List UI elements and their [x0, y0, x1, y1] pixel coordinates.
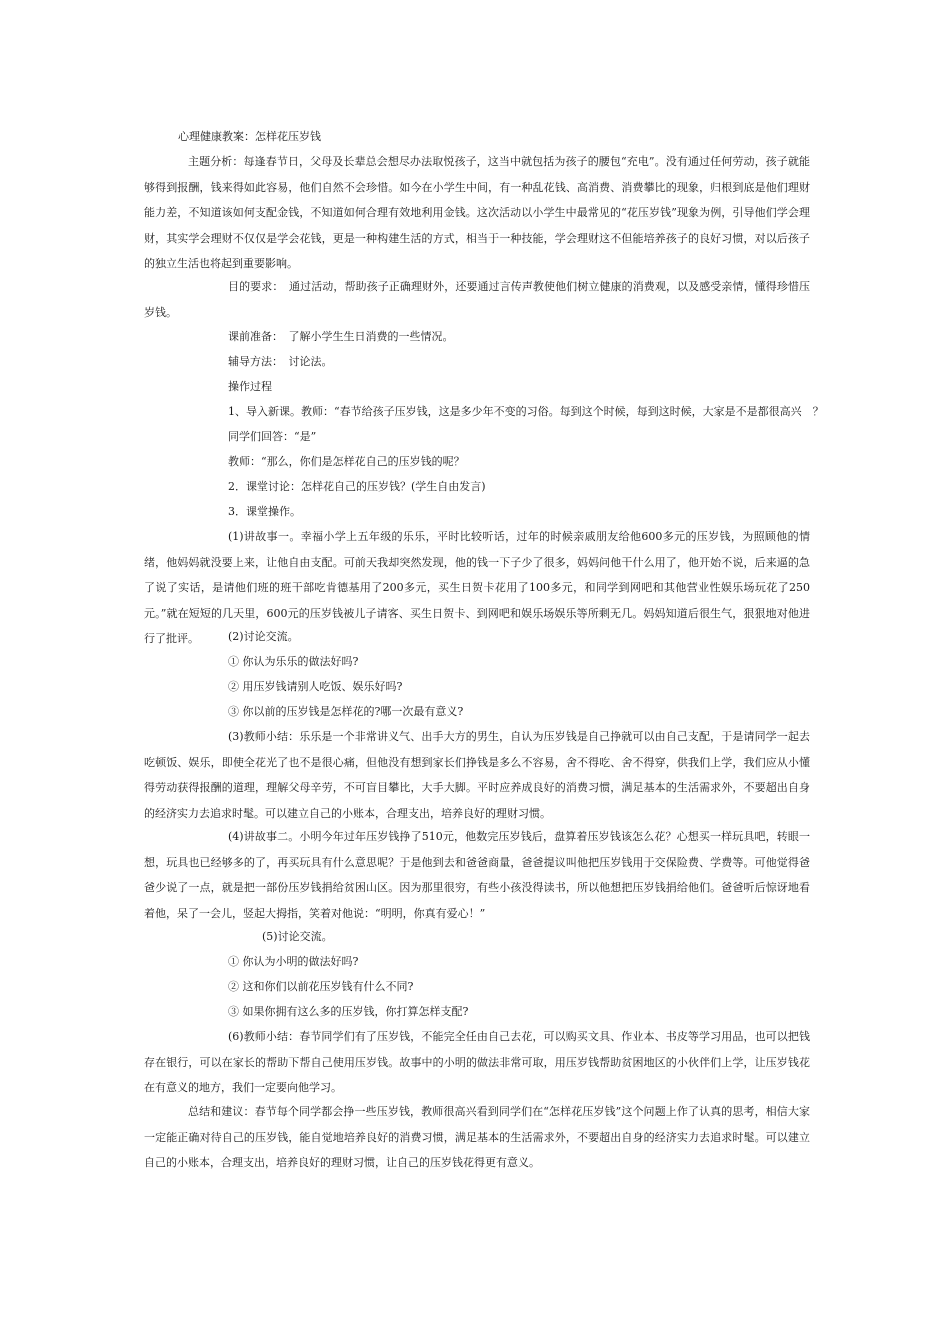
- theme-analysis-paragraph: 主题分析：每逢春节日，父母及长辈总会想尽办法取悦孩子，这当中就包括为孩子的腰包“充电”。没有通过任何劳动，孩子就能够得到报酬，钱来得如此容易，他们自然不会珍惜。如今在小学生中间，有一种乱花钱、高消费、消费攀比的现象，归根到底是他们理财能力差，不知道该如何支配金钱，不知道如何合理有效地利用金钱。这次活动以小学生中最常见的“花压岁钱”现象为例，引导他们学会理财，其实学会理财不仅仅是学会花钱，更是一种构建生活的方式，相当于一种技能，学会理财这不但能培养孩子的良好习惯，对以后孩子的独立生活也将起到重要影响。: [144, 155, 810, 270]
- process-heading: 操作过程: [228, 380, 272, 393]
- document-title: 心理健康教案：怎样花压岁钱: [178, 130, 321, 143]
- question-6-line: ③ 如果你拥有这么多的压岁钱，你打算怎样支配?: [228, 1005, 469, 1018]
- discussion-2-heading: (2)讨论交流。: [228, 630, 299, 643]
- teacher-question-line: 教师：“那么，你们是怎样花自己的压岁钱的呢？: [228, 455, 465, 468]
- question-1-line: ① 你认为乐乐的做法好吗?: [228, 655, 359, 668]
- goal-paragraph: 目的要求： 通过活动，帮助孩子正确理财外，还要通过言传声教使他们树立健康的消费观，以及感受亲情，懂得珍惜压岁钱。: [144, 280, 810, 319]
- prep-line: 课前准备： 了解小学生生日消费的一些情况。: [228, 330, 454, 343]
- step-3-line: 3．课堂操作。: [228, 505, 301, 518]
- story-1-paragraph: (1)讲故事一。幸福小学上五年级的乐乐，平时比较听话，过年的时候亲戚朋友给他600多元的压岁钱，为照顾他的情绪，他妈妈就没要上来，让他自由支配。可前天我却突然发现，他的钱一下子少了很多，妈妈问他干什么用了，他开始不说，后来逼的急了说了实话，是请他们班的班干部吃肯德基用了200多元，买生日贺卡花用了100多元，和同学到网吧和其他营业性娱乐场玩花了250元。”就在短短的几天里，600元的压岁钱被儿子请客、买生日贺卡、到网吧和娱乐场娱乐等所剩无几。妈妈知道后很生气，狠狠地对他进行了批评。: [144, 530, 810, 645]
- summary-6-paragraph: (6)教师小结：春节同学们有了压岁钱，不能完全任由自己去花，可以购买文具、作业本、书皮等学习用品，也可以把钱存在银行，可以在家长的帮助下帮自己使用压岁钱。故事中的小明的做法非常可取，用压岁钱帮助贫困地区的小伙伴们上学，让压岁钱花在有意义的地方，我们一定要向他学习。: [144, 1030, 810, 1094]
- question-2-line: ② 用压岁钱请别人吃饭、娱乐好吗?: [228, 680, 403, 693]
- summary-3-paragraph: (3)教师小结：乐乐是一个非常讲义气、出手大方的男生，自认为压岁钱是自己挣就可以由自己支配，于是请同学一起去吃顿饭、娱乐，即使全花光了也不是很心痛，但他没有想到家长们挣钱是多么不容易，舍不得吃、舍不得穿，供我们上学，我们应从小懂得劳动获得报酬的道理，理解父母辛劳，不可盲目攀比，大手大脚。平时应养成良好的消费习惯，满足基本的生活需求外，不要超出自身的经济实力去追求时髦。可以建立自己的小账本，合理支出，培养良好的理财习惯。: [144, 730, 810, 820]
- question-3-line: ③ 你以前的压岁钱是怎样花的?哪一次最有意义?: [228, 705, 464, 718]
- discussion-5-heading: (5)讨论交流。: [262, 930, 333, 943]
- story-2-paragraph: (4)讲故事二。小明今年过年压岁钱挣了510元，他数完压岁钱后，盘算着压岁钱该怎么花？心想买一样玩具吧，转眼一想，玩具也已经够多的了，再买玩具有什么意思呢？于是他到去和爸爸商量，爸爸提议叫他把压岁钱用于交保险费、学费等。可他觉得爸爸少说了一点，就是把一部份压岁钱捐给贫困山区。因为那里很穷，有些小孩没得读书，所以他想把压岁钱捐给他们。爸爸听后惊讶地看着他，呆了一会儿，竖起大拇指，笑着对他说：“明明，你真有爱心！”: [144, 830, 810, 920]
- conclusion-paragraph: 总结和建议：春节每个同学都会挣一些压岁钱，教师很高兴看到同学们在“怎样花压岁钱”这个问题上作了认真的思考，相信大家一定能正确对待自己的压岁钱，能自觉地培养良好的消费习惯，满足基本的生活需求外，不要超出自身的经济实力去追求时髦。可以建立自己的小账本，合理支出，培养良好的理财习惯，让自己的压岁钱花得更有意义。: [144, 1105, 810, 1169]
- students-answer-line: 同学们回答：“是”: [228, 430, 317, 443]
- question-4-line: ① 你认为小明的做法好吗?: [228, 955, 359, 968]
- step-2-line: 2．课堂讨论：怎样花自己的压岁钱？(学生自由发言): [228, 480, 486, 493]
- step-1-line: 1、导入新课。教师：“春节给孩子压岁钱，这是多少年不变的习俗。每到这个时候，每到这时候，大家是不是都很高兴 ？: [228, 405, 824, 418]
- method-line: 辅导方法： 讨论法。: [228, 355, 333, 368]
- question-5-line: ② 这和你们以前花压岁钱有什么不同?: [228, 980, 414, 993]
